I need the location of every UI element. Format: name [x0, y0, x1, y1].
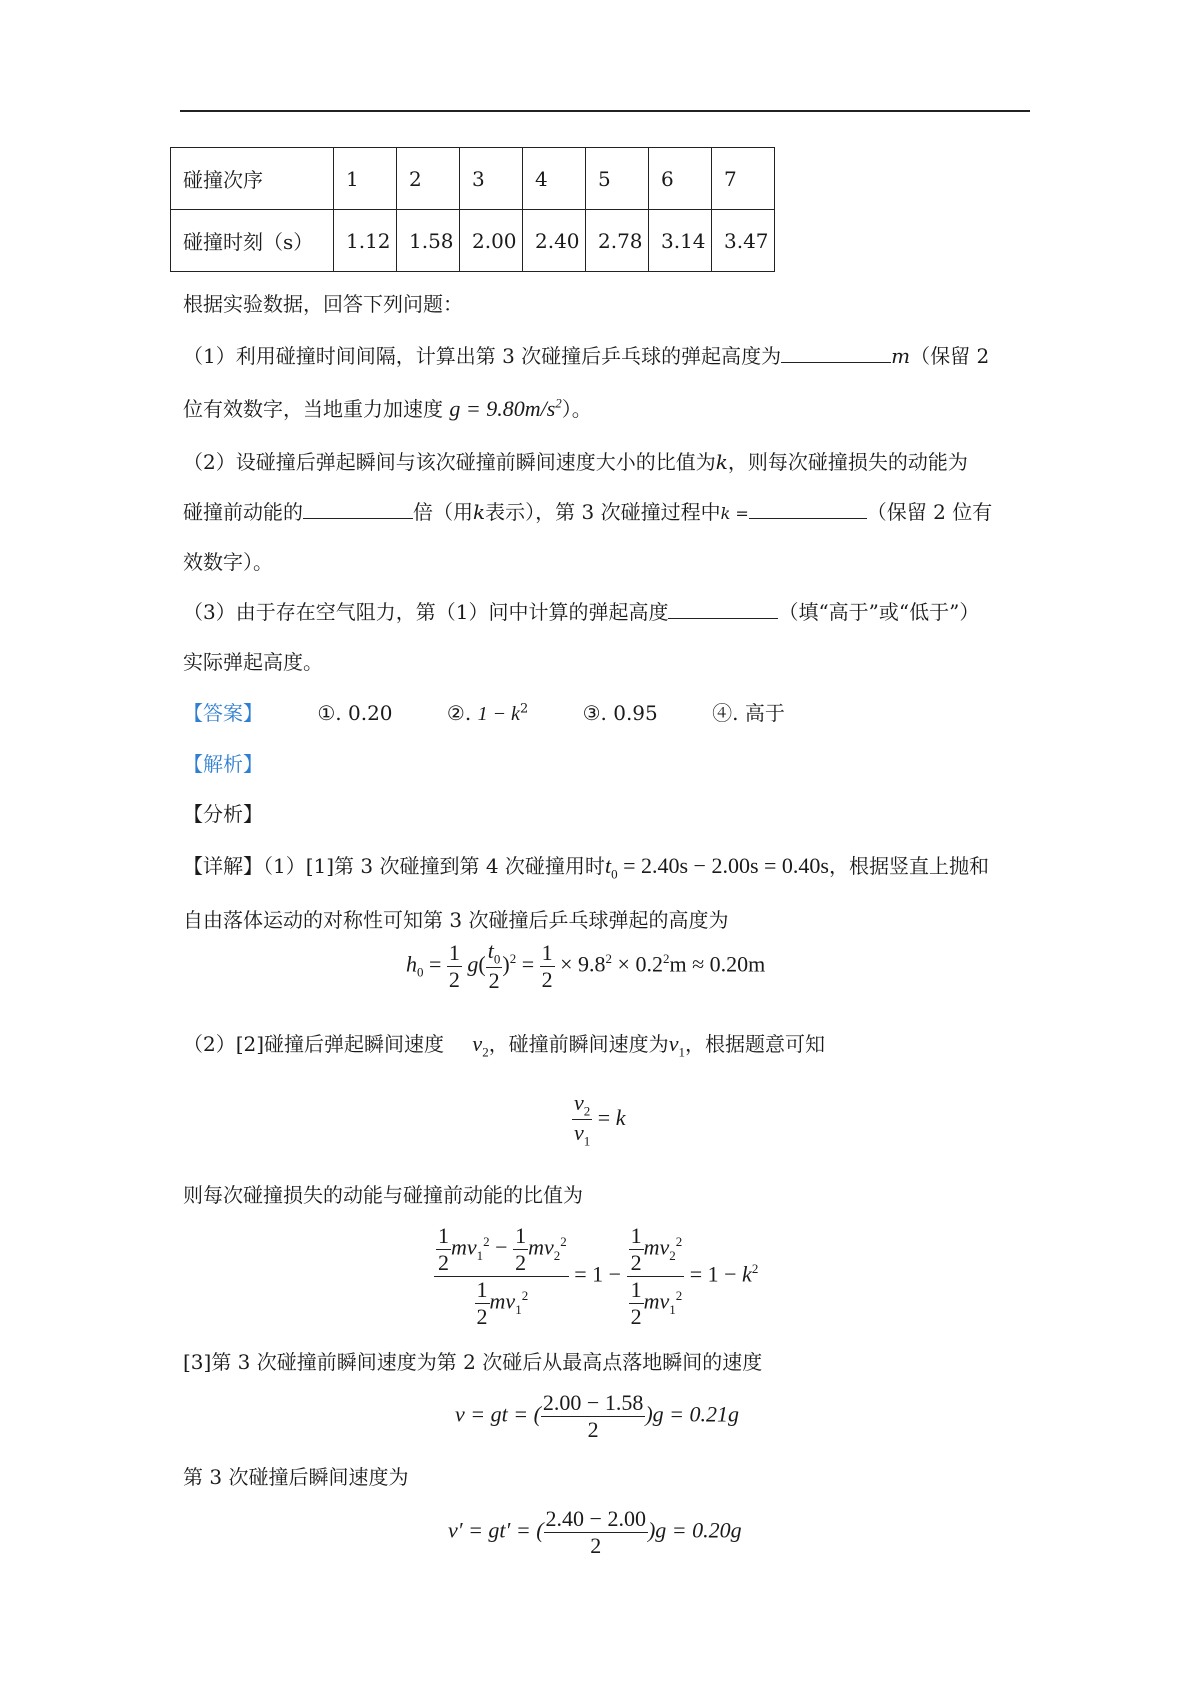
table-row [171, 210, 775, 272]
q1-text2: 位有效数字，当地重力加速度 [183, 397, 443, 421]
fraction [541, 1390, 645, 1443]
eq-part: )g = 0.21g [645, 1401, 739, 1427]
question-3-line1 [183, 596, 979, 625]
ratio-intro: 则每次碰撞损失的动能与碰撞前动能的比值为 [183, 1183, 583, 1207]
table-cell: 2.78 [586, 210, 649, 272]
fraction: $\frac{1}{2}$ [448, 939, 460, 992]
var-v2: $v_2$ [472, 1031, 489, 1060]
question-2-line2 [183, 496, 992, 525]
table-cell: 1.58 [397, 210, 460, 272]
var-v1: $v_1$ [668, 1031, 685, 1060]
var-k: k [473, 500, 486, 524]
eq-part: )g = 0.20g [647, 1517, 742, 1543]
answer-3: ③. 0.95 [582, 701, 658, 725]
gravity-value: g = 9.80m/s [449, 396, 556, 421]
answer-blank [303, 500, 413, 519]
numerator: 2.00 − 1.58 [542, 1390, 644, 1415]
fraction: $\frac{1}{2}$ $mv_1^2$ − $\frac{1}{2}$ $mv_2^2$ $\frac{1}{2}$ $mv_1^2$ [434, 1223, 569, 1330]
fraction [544, 1506, 648, 1559]
answer-4: ④. 高于 [712, 701, 785, 725]
q3-detail-line: [3]第 3 次碰撞前瞬间速度为第 2 次碰后从最高点落地瞬间的速度 [183, 1350, 763, 1374]
answer-2 [447, 701, 528, 726]
question-2-line1 [183, 446, 968, 475]
q2d-text3: ，根据题意可知 [684, 1032, 825, 1056]
var-k: k [715, 450, 728, 474]
q2d-text2: ，碰撞前瞬间速度为 [488, 1032, 669, 1056]
q2d-text: （2）[2]碰撞后弹起瞬间速度 [183, 1032, 445, 1056]
table-cell: 3.47 [712, 210, 775, 272]
q2-detail-line [183, 1028, 825, 1060]
eq-part: × 0.2 [617, 951, 663, 977]
answer-blank [749, 500, 867, 519]
fraction: $\frac{v_2}{v_1}$ [574, 1090, 591, 1149]
answer-2-label: ②. [446, 701, 478, 725]
fenxi-label: 【分析】 [183, 802, 263, 826]
q1-note: （保留 2 [910, 344, 990, 368]
answer-blank [781, 344, 891, 363]
table-cell: 2 [397, 148, 460, 210]
fraction: $\frac{1}{2}$ $mv_2^2$ $\frac{1}{2}$ $mv_1^2$ [627, 1223, 685, 1330]
q3-text2: （填“高于”或“低于”） [778, 600, 980, 624]
denominator: 2 [544, 1532, 648, 1559]
t0-expr [604, 853, 829, 882]
equation-h0: $h_0$ = $\frac{1}{2}$ g( $\frac{t_0}{2}$ )$^2$ = $\frac{1}{2}$ × $9.8^2 \times 0.2^2m \approx 0.20m$ [406, 938, 766, 994]
detail-text2: ，根据竖直上抛和 [828, 854, 989, 878]
q2-text4: 倍（用 [413, 500, 473, 524]
q3-text: （3）由于存在空气阻力，第（1）问中计算的弹起高度 [183, 600, 669, 624]
answer-1: ①. 0.20 [317, 701, 393, 725]
question-1-line1 [183, 340, 989, 369]
answer-label: 【答案】 [183, 701, 263, 725]
unit-m: m [891, 344, 911, 368]
q1-text: （1）利用碰撞时间间隔，计算出第 3 次碰撞后乒乓球的弹起高度为 [183, 344, 782, 368]
collision-table [170, 147, 775, 272]
q1-end: ）。 [561, 397, 592, 421]
denominator: 2 [541, 1416, 645, 1443]
eq-part: v = gt = ( [455, 1401, 541, 1427]
table-cell: 2.40 [523, 210, 586, 272]
table-cell: 碰撞时刻（s） [171, 210, 334, 272]
gravity-expr [449, 396, 561, 421]
equation-ratio-k: $\frac{v_2}{v_1}$ = k [574, 1090, 626, 1149]
question-2-line3: 效数字）。 [183, 550, 273, 574]
table-row [171, 148, 775, 210]
q2-text6: （保留 2 位有 [866, 500, 993, 524]
q2-text5: 表示），第 3 次碰撞过程中 [485, 500, 721, 524]
var-v: v [472, 1031, 483, 1056]
header-rule [180, 110, 1030, 112]
table-cell: 碰撞次序 [171, 148, 334, 210]
equation-v [455, 1390, 739, 1443]
equation-kinetic-energy: $\frac{1}{2}$ $mv_1^2$ − $\frac{1}{2}$ $mv_2^2$ $\frac{1}{2}$ $mv_1^2$ = 1 − $\frac{1}{2}$ $mv_2^2$ $\frac{1}{2}$ $mv_1^2$ = $1 - k^2$ [434, 1223, 758, 1330]
table-cell: 2.00 [460, 210, 523, 272]
table-cell: 7 [712, 148, 775, 210]
after-text: 第 3 次碰撞后瞬间速度为 [183, 1465, 409, 1489]
exponent: 2 [519, 701, 529, 717]
fraction: $\frac{1}{2}$ [541, 939, 553, 992]
var-v: v [668, 1031, 679, 1056]
var-h: h [406, 951, 417, 977]
eq-part: m ≈ 0.20m [669, 951, 766, 977]
table-cell: 1.12 [334, 210, 397, 272]
answer-line [183, 697, 833, 726]
subscript: 0 [611, 866, 618, 882]
table-cell: 6 [649, 148, 712, 210]
k-eq: k = [720, 504, 749, 523]
detail-text: 【详解】（1）[1]第 3 次碰撞到第 4 次碰撞用时 [183, 854, 605, 878]
var-t: t [604, 853, 612, 878]
jiexi-label: 【解析】 [183, 752, 263, 776]
eq-part: × 9.8 [560, 951, 606, 977]
table-cell: 5 [586, 148, 649, 210]
detail-line2: 自由落体运动的对称性可知第 3 次碰撞后乒乓球弹起的高度为 [183, 908, 729, 932]
q2-text2: ，则每次碰撞损失的动能为 [727, 450, 968, 474]
exponent: 2 [555, 395, 562, 411]
q2-text3: 碰撞前动能的 [183, 500, 303, 524]
eq-part: v′ = gt′ = ( [448, 1517, 544, 1543]
question-1-line2 [183, 393, 592, 422]
table-cell: 1 [334, 148, 397, 210]
table-cell: 4 [523, 148, 586, 210]
table-cell: 3.14 [649, 210, 712, 272]
t0-value: = 2.40s − 2.00s = 0.40s [617, 853, 829, 878]
numerator: 2.40 − 2.00 [545, 1506, 646, 1531]
detail-line1 [183, 850, 989, 882]
answer-2-expr: 1 − k [477, 703, 520, 725]
q2-text: （2）设碰撞后弹起瞬间与该次碰撞前瞬间速度大小的比值为 [183, 450, 716, 474]
question-3-line2: 实际弹起高度。 [183, 650, 323, 674]
subscript: 0 [417, 964, 424, 980]
intro-text: 根据实验数据，回答下列问题： [183, 292, 463, 316]
table-cell: 3 [460, 148, 523, 210]
fraction: $\frac{t_0}{2}$ [487, 938, 501, 994]
answer-blank [668, 600, 778, 619]
equation-v-prime [448, 1506, 742, 1559]
